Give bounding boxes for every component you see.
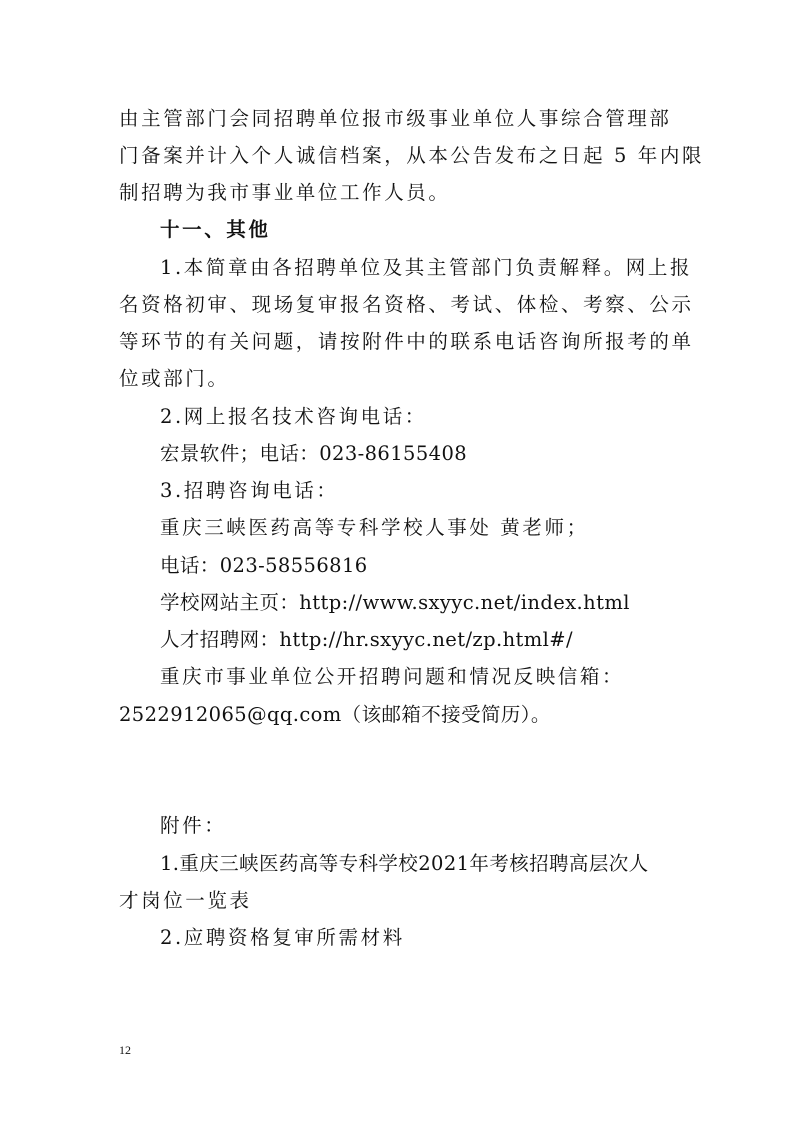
website-line: 人才招聘网：http://hr.sxyyc.net/zp.html#/ <box>160 628 574 651</box>
paragraph-line: 位或部门。 <box>119 367 230 390</box>
contact-line: 重庆三峡医药高等专科学校人事处 黄老师； <box>160 516 589 539</box>
paragraph-line: 1.本简章由各招聘单位及其主管部门负责解释。网上报 <box>160 256 693 279</box>
contact-line: 电话：023-58556816 <box>160 554 368 577</box>
attachment-item: 才岗位一览表 <box>119 889 252 912</box>
attachment-item: 2.应聘资格复审所需材料 <box>160 926 405 949</box>
paragraph-line: 名资格初审、现场复审报名资格、考试、体检、考察、公示 <box>119 293 694 316</box>
paragraph-line: 门备案并计入个人诚信档案，从本公告发布之日起 5 年内限 <box>119 144 705 167</box>
contact-line: 宏景软件；电话：023-86155408 <box>160 442 468 465</box>
section-heading: 十一、其他 <box>160 218 271 241</box>
page-number: 12 <box>119 1043 131 1057</box>
paragraph-line: 由主管部门会同招聘单位报市级事业单位人事综合管理部 <box>119 107 672 130</box>
list-item: 3.招聘咨询电话： <box>160 479 339 502</box>
website-line: 学校网站主页：http://www.sxyyc.net/index.html <box>160 591 630 614</box>
list-item: 2.网上报名技术咨询电话： <box>160 405 427 428</box>
mailbox-line: 2522912065@qq.com（该邮箱不接受简历）。 <box>119 703 551 726</box>
attachment-item: 1.重庆三峡医药高等专科学校2021年考核招聘高层次人 <box>160 852 649 875</box>
mailbox-line: 重庆市事业单位公开招聘问题和情况反映信箱： <box>160 665 625 688</box>
paragraph-line: 等环节的有关问题，请按附件中的联系电话咨询所报考的单 <box>119 330 694 353</box>
attachments-label: 附件： <box>160 814 227 837</box>
paragraph-line: 制招聘为我市事业单位工作人员。 <box>119 181 451 204</box>
